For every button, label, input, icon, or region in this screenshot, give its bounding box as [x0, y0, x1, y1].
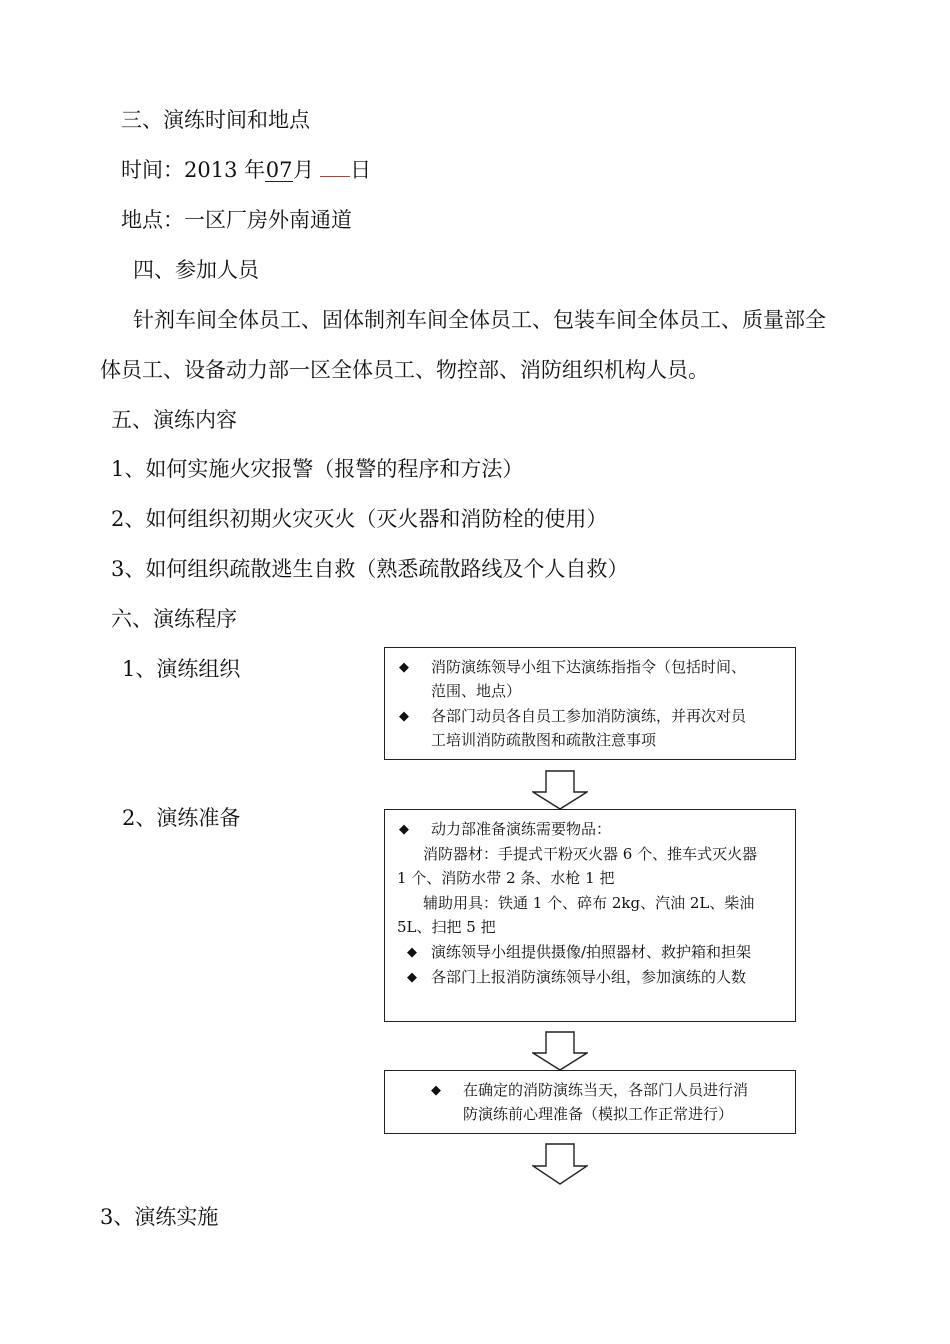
down-arrow-icon	[532, 1143, 588, 1185]
box3-item1-line2: 防演练前心理准备（模拟工作正常进行）	[463, 1105, 734, 1123]
box1-item1-line2: 范围、地点）	[431, 682, 522, 700]
flow-box-mental-prep	[384, 1070, 796, 1134]
box1-item1-line1: 消防演练领导小组下达演练指指令（包括时间、	[431, 658, 747, 676]
content-item-3: 3、如何组织疏散逃生自救（熟悉疏散路线及个人自救）	[111, 557, 629, 581]
box1-item2-line2: 工培训消防疏散图和疏散注意事项	[431, 731, 657, 749]
flow-box-prepare	[384, 809, 796, 1022]
step-1-label: 1、演练组织	[122, 657, 241, 681]
box2-item2: 演练领导小组提供摄像/拍照器材、救护箱和担架	[431, 943, 752, 961]
time-label: 时间：2013 年	[121, 158, 266, 182]
box2-item1: 动力部准备演练需要物品：	[431, 820, 612, 838]
section-5-title: 五、演练内容	[111, 408, 237, 432]
participants-line-2: 体员工、设备动力部一区全体员工、物控部、消防组织机构人员。	[100, 358, 709, 382]
section-6-title: 六、演练程序	[111, 607, 237, 631]
content-item-1: 1、如何实施火灾报警（报警的程序和方法）	[111, 457, 524, 481]
day-field	[320, 176, 350, 177]
bullet-icon: ◆	[399, 660, 409, 675]
section-3-title: 三、演练时间和地点	[121, 108, 310, 132]
place-line: 地点：一区厂房外南通道	[121, 208, 352, 232]
down-arrow-icon	[532, 1031, 588, 1071]
bullet-icon: ◆	[431, 1083, 441, 1098]
step-2-label: 2、演练准备	[122, 806, 241, 830]
box2-aux-line1: 辅助用具：铁通 1 个、碎布 2kg、汽油 2L、柴油	[423, 894, 755, 912]
down-arrow-icon	[532, 770, 588, 810]
flow-box-organize	[384, 647, 796, 760]
bullet-icon: ◆	[407, 970, 417, 985]
bullet-icon: ◆	[399, 822, 409, 837]
box1-item2-line1: 各部门动员各自员工参加消防演练，并再次对员	[431, 707, 747, 725]
section-4-title: 四、参加人员	[133, 258, 259, 282]
step-3-label: 3、演练实施	[100, 1205, 219, 1229]
day-unit: 日	[350, 158, 372, 182]
bullet-icon: ◆	[399, 709, 409, 724]
time-line	[121, 157, 371, 183]
box2-aux-line2: 5L、扫把 5 把	[397, 918, 496, 936]
month-unit: 月	[293, 158, 315, 182]
bullet-icon: ◆	[407, 945, 417, 960]
box3-item1-line1: 在确定的消防演练当天，各部门人员进行消	[463, 1081, 749, 1099]
box2-equip-line2: 1 个、消防水带 2 条、水枪 1 把	[397, 869, 615, 887]
participants-line-1: 针剂车间全体员工、固体制剂车间全体员工、包装车间全体员工、质量部全	[133, 308, 826, 332]
box2-equip-line1: 消防器材：手提式干粉灭火器 6 个、推车式灭火器	[423, 845, 758, 863]
month-field: 07	[265, 158, 293, 182]
content-item-2: 2、如何组织初期火灾灭火（灭火器和消防栓的使用）	[111, 507, 608, 531]
box2-item3: 各部门上报消防演练领导小组，参加演练的人数	[431, 968, 747, 986]
